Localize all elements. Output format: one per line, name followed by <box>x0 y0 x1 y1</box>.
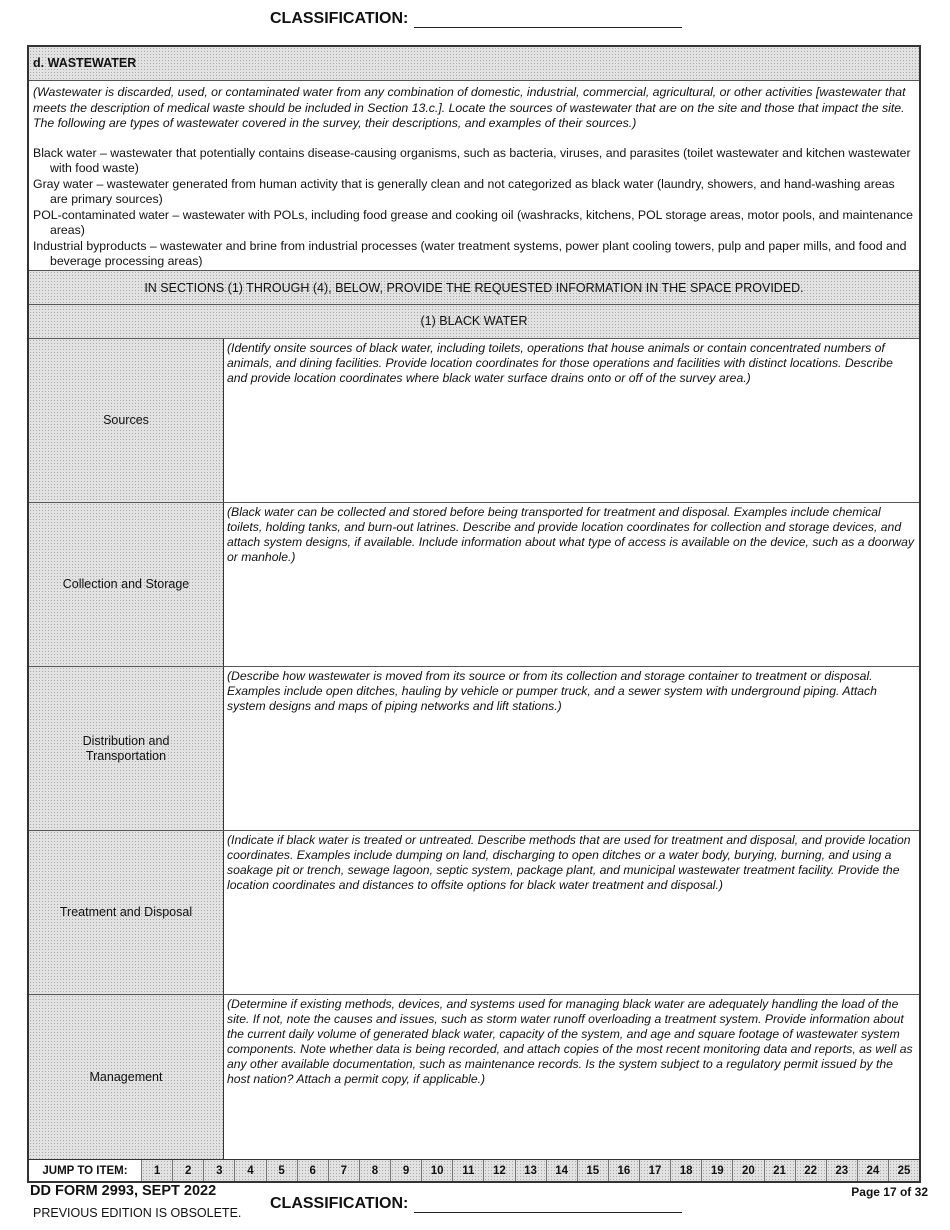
jump-button-15[interactable]: 15 <box>577 1160 608 1181</box>
jump-button-20[interactable]: 20 <box>732 1160 763 1181</box>
distribution-transportation-field[interactable]: (Describe how wastewater is moved from its source or from its collection and storage container to treatment or disposal. Examples include open ditches, hauling by vehicle or pumper truck, and a sewer system with underground piping. Attach system designs and maps of piping networks and lift stations.) <box>224 667 919 830</box>
definition-industrial-byproducts: Industrial byproducts – wastewater and brine from industrial processes (water treatment systems, power plant cooling towers, pulp and paper mills, and food and beverage processing areas) <box>33 238 907 268</box>
management-field[interactable]: (Determine if existing methods, devices, and systems used for managing black water are adequately handling the load of the site. If not, note the causes and issues, such as storm water runoff overloading a treatment system. Provide information about the current daily volume of generated black water, capacity of the system, and age and square footage of wastewater system components. Note whether data is being recorded, and attach copies of the most recent monitoring data and reports, as well as any other available documentation, such as maintenance records. Is the system subject to a regulatory permit issued by the host nation? Attach a permit copy, if applicable.) <box>224 995 919 1159</box>
jump-button-25[interactable]: 25 <box>888 1160 919 1181</box>
row-management <box>29 995 919 1159</box>
jump-label: JUMP TO ITEM: <box>29 1160 141 1181</box>
row-distribution-transportation <box>29 667 919 831</box>
jump-button-23[interactable]: 23 <box>826 1160 857 1181</box>
sources-field[interactable]: (Identify onsite sources of black water, including toilets, operations that house animals or contain concentrated numbers of animals, and dining facilities. Provide location coordinates for those operations and facilities with distinct locations. Describe and provide location coordinates where black water surface drains onto or off of the survey area.) <box>224 339 919 502</box>
jump-button-9[interactable]: 9 <box>390 1160 421 1181</box>
obsolete-notice: PREVIOUS EDITION IS OBSOLETE. <box>33 1206 242 1220</box>
form-body <box>27 45 921 1183</box>
row-collection-storage <box>29 503 919 667</box>
jump-button-22[interactable]: 22 <box>795 1160 826 1181</box>
classification-label: CLASSIFICATION: <box>270 1195 409 1212</box>
jump-button-10[interactable]: 10 <box>421 1160 452 1181</box>
jump-button-24[interactable]: 24 <box>857 1160 888 1181</box>
jump-button-17[interactable]: 17 <box>639 1160 670 1181</box>
classification-top <box>270 10 682 28</box>
section-heading: d. WASTEWATER <box>29 47 919 81</box>
jump-button-8[interactable]: 8 <box>359 1160 390 1181</box>
classification-bottom <box>270 1195 682 1213</box>
jump-button-21[interactable]: 21 <box>764 1160 795 1181</box>
treatment-disposal-field[interactable]: (Indicate if black water is treated or untreated. Describe methods that are used for treatment and disposal, and provide location coordinates. Examples include dumping on land, discharging to open ditches or a water body, burying, burning, and using a soakage pit or trench, sewage lagoon, septic system, package plant, and municipal wastewater treatment facility. Provide the location coordinates and distances to offsite options for black water treatment and disposal.) <box>224 831 919 994</box>
jump-button-11[interactable]: 11 <box>452 1160 483 1181</box>
jump-button-6[interactable]: 6 <box>297 1160 328 1181</box>
jump-button-16[interactable]: 16 <box>608 1160 639 1181</box>
jump-button-2[interactable]: 2 <box>172 1160 203 1181</box>
classification-field[interactable] <box>414 11 682 28</box>
page-number: Page 17 of 32 <box>851 1185 928 1199</box>
row-sources <box>29 339 919 503</box>
jump-button-4[interactable]: 4 <box>234 1160 265 1181</box>
jump-button-1[interactable]: 1 <box>141 1160 172 1181</box>
jump-button-14[interactable]: 14 <box>546 1160 577 1181</box>
row-label: Distribution and Transportation <box>29 667 224 830</box>
row-label: Collection and Storage <box>29 503 224 666</box>
form-number: DD FORM 2993, SEPT 2022 <box>30 1183 217 1199</box>
jump-button-3[interactable]: 3 <box>203 1160 234 1181</box>
section-intro <box>29 81 919 271</box>
definition-gray-water: Gray water – wastewater generated from human activity that is generally clean and not categorized as black water (laundry, showers, and hand-washing areas are primary sources) <box>33 176 895 206</box>
jump-button-19[interactable]: 19 <box>701 1160 732 1181</box>
intro-text: (Wastewater is discarded, used, or contaminated water from any combination of domestic, industrial, commercial, agricultural, or other activities [wastewater that meets the description of medical waste should be included in Section 13.c.]. Locate the sources of wastewater that are on the site and those that impact the site. The following are types of wastewater covered in the survey, their descriptions, and examples of their sources.) <box>33 85 906 130</box>
subsection-title: (1) BLACK WATER <box>29 305 919 339</box>
classification-label: CLASSIFICATION: <box>270 10 409 27</box>
jump-button-5[interactable]: 5 <box>266 1160 297 1181</box>
jump-to-item-bar <box>29 1159 919 1181</box>
instruction-band: IN SECTIONS (1) THROUGH (4), BELOW, PROVIDE THE REQUESTED INFORMATION IN THE SPACE PROVIDED. <box>29 271 919 305</box>
row-label: Sources <box>29 339 224 502</box>
classification-field[interactable] <box>414 1196 682 1213</box>
jump-button-7[interactable]: 7 <box>328 1160 359 1181</box>
jump-button-18[interactable]: 18 <box>670 1160 701 1181</box>
row-treatment-disposal <box>29 831 919 995</box>
collection-storage-field[interactable]: (Black water can be collected and stored before being transported for treatment and disposal. Examples include chemical toilets, holding tanks, and burn-out latrines. Describe and provide location coordinates for collection and storage devices, and attach system designs, if available. Include information about what type of access is available on the device, such as a doorway or manhole.) <box>224 503 919 666</box>
row-label: Management <box>29 995 224 1159</box>
definition-pol-water: POL-contaminated water – wastewater with POLs, including food grease and cooking oil (washracks, kitchens, POL storage areas, motor pools, and maintenance areas) <box>33 207 913 237</box>
definition-black-water: Black water – wastewater that potentially contains disease-causing organisms, such as bacteria, viruses, and parasites (toilet wastewater and kitchen wastewater with food waste) <box>33 145 911 175</box>
row-label: Treatment and Disposal <box>29 831 224 994</box>
jump-button-12[interactable]: 12 <box>483 1160 514 1181</box>
jump-button-13[interactable]: 13 <box>515 1160 546 1181</box>
